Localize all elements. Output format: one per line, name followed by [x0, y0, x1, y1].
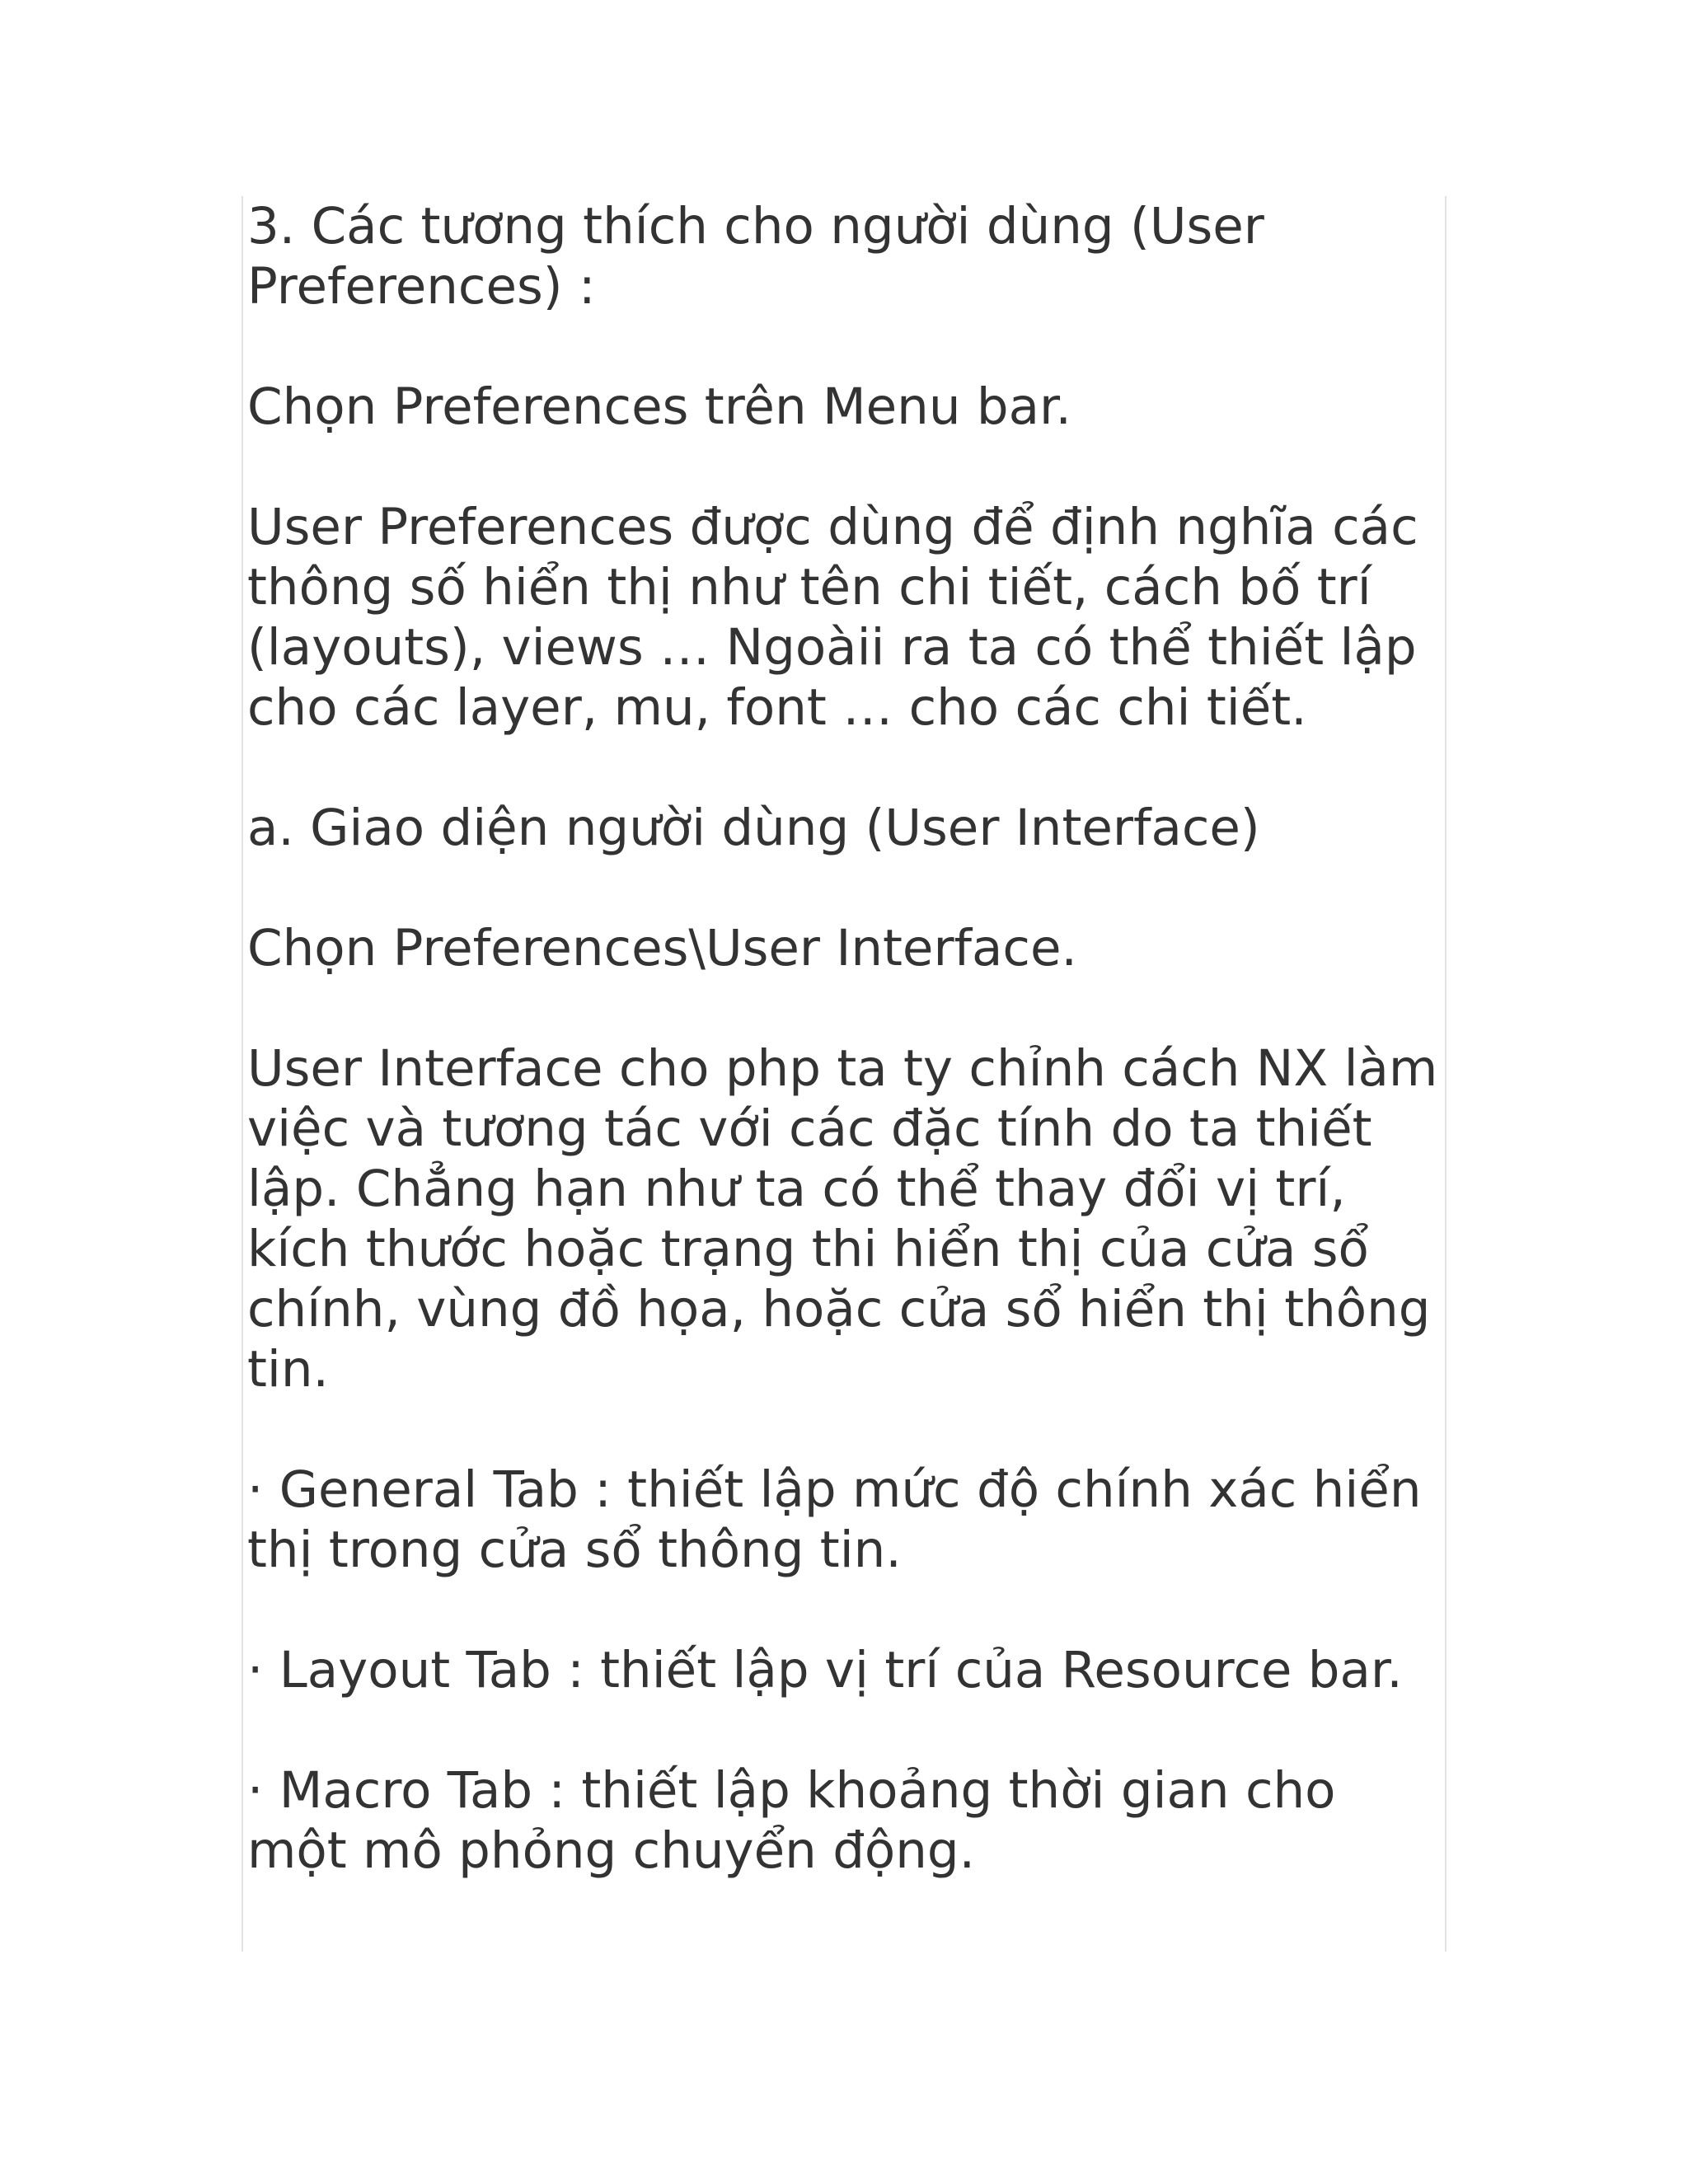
paragraph-menu-instruction: Chọn Preferences trên Menu bar.: [247, 377, 1071, 436]
paragraph-ui-instruction: Chọn Preferences\User Interface.: [247, 919, 1077, 977]
bullet-layout-tab: · Layout Tab : thiết lập vị trí của Resource bar.: [247, 1641, 1403, 1699]
paragraph-preferences-description: User Preferences được dùng để định nghĩa các thông số hiển thị như tên chi tiết, cách bố trí (layouts), views … Ngoàii ra ta có thể thiết lập cho các layer, mu, font … cho các chi tiết.: [247, 498, 1418, 737]
section-heading: 3. Các tương thích cho người dùng (User Preferences) :: [247, 197, 1264, 316]
paragraph-ui-description: User Interface cho php ta ty chỉnh cách NX làm việc và tương tác với các đặc tính do ta thiết lập. Chẳng hạn như ta có thể thay đổi vị trí, kích thước hoặc trạng thi hiển thị của cửa sổ chính, vùng đồ họa, hoặc cửa sổ hiển thị thông tin.: [247, 1039, 1438, 1399]
bullet-general-tab: · General Tab : thiết lập mức độ chính xác hiển thị trong cửa sổ thông tin.: [247, 1460, 1422, 1579]
document-body: [247, 196, 1442, 1881]
bullet-macro-tab: · Macro Tab : thiết lập khoảng thời gian cho một mô phỏng chuyển động.: [247, 1761, 1336, 1880]
subsection-heading: a. Giao diện người dùng (User Interface): [247, 799, 1260, 857]
